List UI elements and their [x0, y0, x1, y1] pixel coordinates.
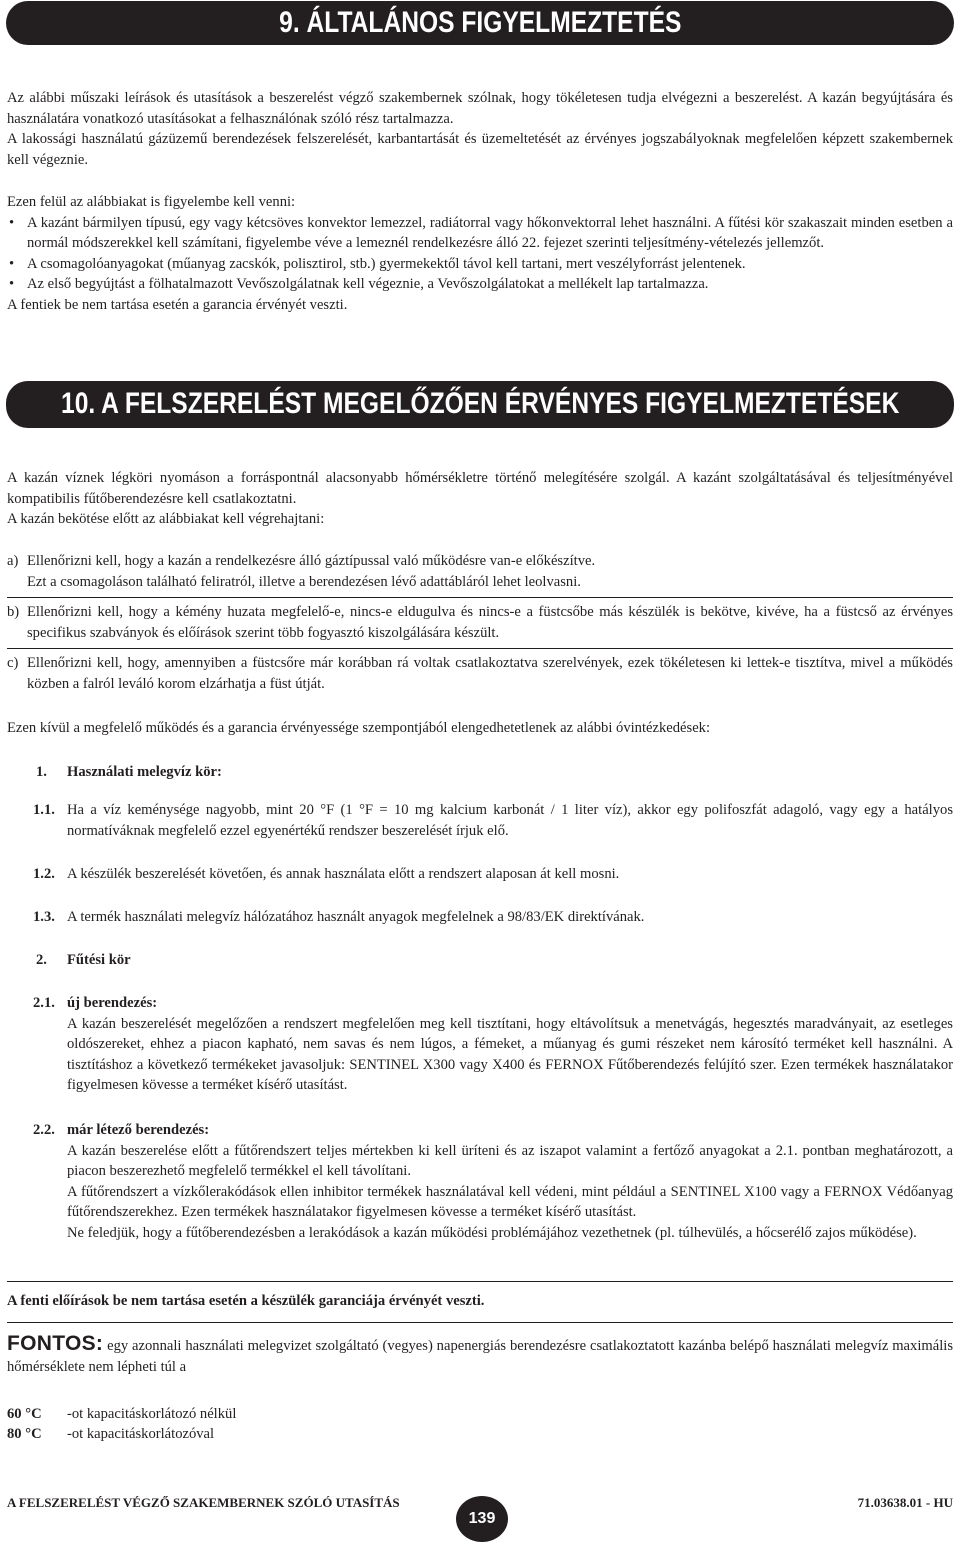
item-b-label: b): [7, 604, 20, 620]
item-c: [7, 653, 953, 694]
number-label: 1.1.: [33, 802, 55, 818]
item-c-label: c): [7, 655, 19, 671]
item-b: [7, 602, 953, 643]
fontos-block: [7, 1334, 953, 1377]
numbered-item-2: [0, 950, 960, 972]
page-number-badge: [456, 1496, 508, 1542]
section-9-banner: [6, 1, 954, 45]
item-text: Ha a víz keménysége nagyobb, mint 20 °F (1 °F = 10 mg kalcium karbonát / 1 liter víz), akkor egy polifoszfát adagoló, vagy egy a hatályos normatíváknak megfelelő ezzel egyenértékű rendszer beszerelését írjuk elő.: [67, 802, 953, 839]
numbered-item-2-1: [0, 993, 960, 1103]
temp-value: 60 °C: [7, 1406, 42, 1422]
fontos-heading: FONTOS:: [7, 1332, 104, 1355]
section-10-banner: [6, 381, 954, 428]
temp-desc: -ot kapacitáskorlátozó nélkül: [67, 1406, 237, 1422]
numbered-item-1-1: [0, 800, 960, 844]
temp-desc: -ot kapacitáskorlátozóval: [67, 1426, 215, 1442]
section-10-intro: [7, 468, 953, 530]
divider: [7, 1281, 953, 1282]
section-9-para-2: A lakossági használatú gázüzemű berendezések felszerelését, karbantartását és üzemeltetését az érvényes jogszabályoknak megfelelően képzett szakembernek kell végeznie.: [7, 131, 953, 168]
item-text: A kazán beszerelése előtt a fűtőrendszert teljes mértekben ki kell üríteni és az iszapot valamint a fertőző anyagokat a 2.1. pontban meghatározott, a piacon beszerezhető megfelelő termékkel el kell távolítani.: [67, 1142, 953, 1179]
bullet-item: • A csomagolóanyagokat (műanyag zacskók, polisztirol, stb.) gyermekektől távol kell tartani, mert veszélyforrást jelentenek.: [7, 254, 953, 275]
page-number: 139: [468, 1509, 496, 1527]
subheading: már létező berendezés:: [67, 1122, 210, 1138]
footer-title: A FELSZERELÉST VÉGZŐ SZAKEMBERNEK SZÓLÓ UTASÍTÁS: [7, 1495, 400, 1510]
bullet-item: • Az első begyújtást a fölhatalmazott Vevőszolgálatnak kell végeznie, a Vevőszolgálatokat a mellékelt lap tartalmazza.: [7, 274, 953, 295]
item-text: Ne feledjük, hogy a fűtőberendezésben a lerakódások a kazán működési problémájához vezethetnek (pl. túlhevülés, a hőcserélő zajos működése).: [67, 1224, 917, 1241]
temp-row: [7, 1404, 236, 1425]
divider: [7, 1322, 953, 1323]
number-label: 2.2.: [33, 1122, 55, 1138]
fontos-text: egy azonnali használati melegvizet szolgáltató (vegyes) napenergiás berendezésre csatlakoztatott kazánba belépő használati melegvíz maximális hőmérséklete nem lépheti túl a: [7, 1338, 953, 1375]
heading-text: Használati melegvíz kör:: [67, 764, 222, 780]
section-9-bullet-list: [7, 213, 953, 295]
section-10-title: 10. A FELSZERELÉST MEGELŐZŐEN ÉRVÉNYES FIGYELMEZTETÉSEK: [60, 387, 900, 421]
divider: [7, 597, 953, 598]
section-9-body: [7, 88, 953, 170]
subheading: új berendezés:: [67, 995, 158, 1011]
precautions-intro: Ezen kívül a megfelelő működés és a garancia érvényessége szempontjából elengedhetetlenek az alábbi óvintézkedések:: [7, 720, 711, 736]
numbered-item-1: [0, 762, 960, 784]
section-10-para-2: A kazán bekötése előtt az alábbiakat kell végrehajtani:: [7, 511, 325, 527]
precautions-intro-block: [7, 718, 953, 739]
section-9-title: 9. ÁLTALÁNOS FIGYELMEZTETÉS: [278, 5, 682, 39]
bullet-item: • A kazánt bármilyen típusú, egy vagy kétcsöves konvektor lemezzel, radiátorral vagy hőkonvektorral lehet használni. A fűtési kör szakaszait minden esetben a normál módszerekkel kell számítani, figyelembe véve a lemeznél rendelkezésre álló 22. fejezet szerinti teljesítmény-vételezés jellemzőt.: [7, 213, 953, 254]
temp-row: [7, 1424, 214, 1445]
number-label: 2.: [36, 952, 47, 968]
item-c-text: Ellenőrizni kell, hogy, amennyiben a füstcsőre már korábban rá voltak csatlakoztatva szerelvények, ezek tökéletesen ki lettek-e tisztítva, mivel a működés közben a falról leváló korom elzárhatja a füst útját.: [27, 655, 953, 692]
section-9-closing: A fentiek be nem tartása esetén a garancia érvényét veszti.: [7, 296, 348, 313]
number-label: 1.3.: [33, 909, 55, 925]
number-label: 1.2.: [33, 866, 55, 882]
divider: [7, 648, 953, 649]
item-text: A fűtőrendszert a vízkőlerakódások ellen inhibitor termékek használatával kell védeni, mint például a SENTINEL X100 vagy a FERNOX Védőanyag fűtőrendszerekhez. Ezen termékek használatakor figyelmesen kövesse a terméket kísérő utasítást.: [67, 1183, 953, 1220]
number-label: 2.1.: [33, 995, 55, 1011]
item-text: A készülék beszerelését követően, és annak használata előtt a rendszert alaposan át kell mosni.: [67, 866, 620, 882]
numbered-item-2-2: [0, 1120, 960, 1270]
item-a: [7, 551, 953, 592]
item-text: A termék használati melegvíz hálózatához használt anyagok megfelelnek a 98/83/EK direktívának.: [67, 909, 645, 925]
numbered-item-1-3: [0, 907, 960, 929]
section-9-intro: Ezen felül az alábbiakat is figyelembe kell venni:: [7, 194, 296, 210]
temp-value: 80 °C: [7, 1426, 42, 1442]
number-label: 1.: [36, 764, 47, 780]
warranty-note: A fenti előírások be nem tartása esetén a készülék garanciája érvényét veszti.: [7, 1293, 485, 1309]
document-code: 71.03638.01 - HU: [857, 1495, 953, 1510]
item-a-label: a): [7, 553, 19, 569]
item-b-text: Ellenőrizni kell, hogy a kémény huzata megfelelő-e, nincs-e eldugulva és nincs-e a füstcsőbe más készülék is bekötve, kivéve, ha a füstcső az érvényes specifikus szabványok és előírások szerint több fogyasztó kiszolgálására készült.: [27, 604, 953, 641]
item-text: A kazán beszerelését megelőzően a rendszert megfelelően meg kell tisztítani, hogy eltávolítsuk a menetvágás, hegesztés maradványait, az esetleges oldószereket, ehhez a piacon kapható, nem savas és nem lúgos, a fémeket, a műanyag és gumi részeket nem károsító terméket kell használni. A tisztításhoz a következő termékeket javasoljuk: SENTINEL X300 vagy X400 és FERNOX Fűtőberendezés felújító szer. Ezen termékek használatakor figyelmesen kövesse a terméket kísérő utasítást.: [67, 1015, 953, 1093]
section-9-list-block: [7, 192, 953, 315]
item-a-line-1: Ellenőrizni kell, hogy a kazán a rendelkezésre álló gáztípussal való működésre van-e előkészítve.: [27, 553, 596, 569]
section-9-para-1: Az alábbi műszaki leírások és utasítások a beszerelést végző szakembernek szólnak, hogy tökéletesen tudja elvégezni a beszerelést. A kazán begyújtására és használatára vonatkozó utasításokat a felhasználónak szóló rész tartalmazza.: [7, 90, 953, 127]
item-a-line-2: Ezt a csomagoláson található feliratról, illetve a berendezésen lévő adattábláról lehet leolvasni.: [27, 573, 581, 590]
warranty-note-block: [7, 1291, 953, 1312]
numbered-item-1-2: [0, 864, 960, 886]
section-10-para-1: A kazán víznek légköri nyomáson a forráspontnál alacsonyabb hőmérsékletre történő melegítésére szolgál. A kazánt szolgáltatásával és teljesítményével kompatibilis fűtőberendezésre kell csatlakoztatni.: [7, 470, 953, 507]
heading-text: Fűtési kör: [67, 952, 131, 968]
